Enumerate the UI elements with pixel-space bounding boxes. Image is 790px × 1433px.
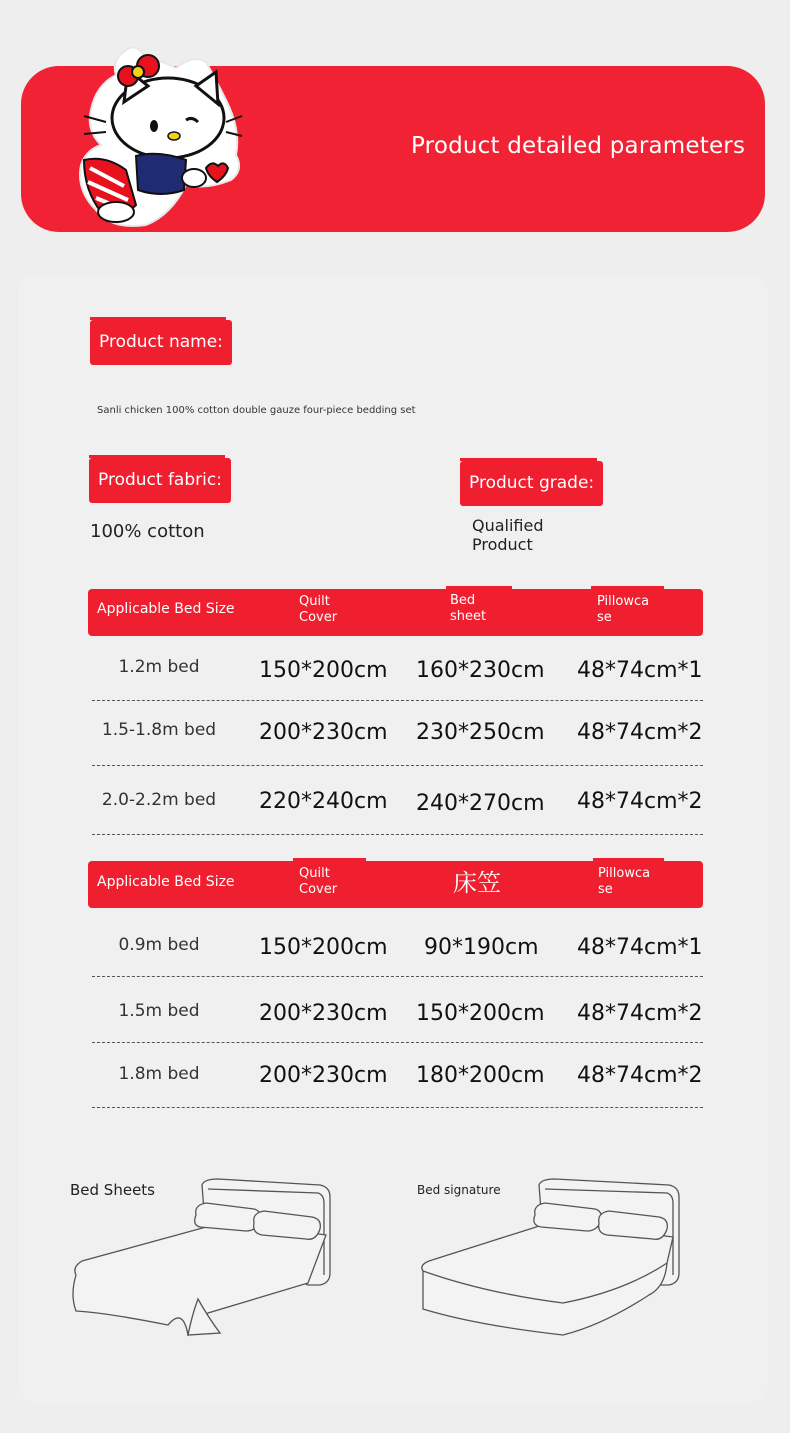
fitted-sheet-cell: 90*190cm — [424, 935, 539, 960]
bed-size-cell: 1.8m bed — [118, 1064, 200, 1084]
header-notch — [446, 586, 512, 589]
pillowcase-cell: 48*74cm*2 — [577, 720, 703, 745]
quilt-cover-cell: 200*230cm — [259, 720, 388, 745]
pillowcase-cell: 48*74cm*2 — [577, 1001, 703, 1026]
bed-size-cell: 2.0-2.2m bed — [101, 790, 217, 810]
fitted-sheet-cell: 180*200cm — [416, 1063, 545, 1088]
bed-size-cell: 1.2m bed — [118, 657, 200, 677]
cartoon-cat-mascot-icon — [66, 40, 246, 230]
bed-sheet-cell: 240*270cm — [416, 791, 545, 816]
bed-sheet-cell: 160*230cm — [416, 658, 545, 683]
col-header-line: Quilt — [299, 594, 330, 609]
flat-bed-sheet-icon — [68, 1175, 338, 1340]
pillowcase-cell: 48*74cm*1 — [577, 658, 703, 683]
row-divider — [92, 1042, 703, 1043]
page-title: Product detailed parameters — [411, 133, 746, 159]
bed-size-cell: 1.5m bed — [118, 1001, 200, 1021]
row-divider — [92, 765, 703, 766]
col-header-fitted-sheet: 床笠 — [453, 869, 501, 897]
header-notch — [591, 586, 664, 589]
col-header-line: Bed — [450, 593, 476, 608]
pillowcase-cell: 48*74cm*2 — [577, 789, 703, 814]
row-divider — [92, 700, 703, 701]
fitted-sheet-cell: 150*200cm — [416, 1001, 545, 1026]
col-header-line: Cover — [299, 610, 338, 625]
row-divider — [92, 834, 703, 835]
col-header-bed-size: Applicable Bed Size — [97, 601, 235, 617]
col-header-pillowcase — [598, 866, 650, 898]
header-notch — [593, 858, 664, 861]
table2-header — [88, 861, 703, 908]
product-grade-label: Product grade: — [460, 461, 603, 506]
quilt-cover-cell: 150*200cm — [259, 935, 388, 960]
col-header-bed-sheet — [450, 593, 486, 625]
quilt-cover-cell: 200*230cm — [259, 1001, 388, 1026]
col-header-line: Pillowca — [597, 594, 650, 609]
header-notch — [293, 858, 366, 861]
product-fabric-label: Product fabric: — [89, 458, 231, 503]
pillowcase-cell: 48*74cm*1 — [577, 935, 703, 960]
product-grade-value — [472, 516, 544, 554]
fitted-bed-sheet-icon — [415, 1175, 685, 1340]
table-row — [92, 1044, 703, 1108]
table-row — [92, 637, 703, 701]
product-name-label: Product name: — [90, 320, 232, 365]
col-header-pillowcase — [597, 594, 649, 626]
col-header-line: se — [597, 610, 612, 625]
row-divider — [92, 1107, 703, 1108]
quilt-cover-cell: 200*230cm — [259, 1063, 388, 1088]
quilt-cover-cell: 220*240cm — [259, 789, 388, 814]
bed-size-cell: 0.9m bed — [118, 935, 200, 955]
fitted-sheet-label: Bed signature — [417, 1183, 501, 1197]
bed-sheet-cell: 230*250cm — [416, 720, 545, 745]
bed-sheets-label: Bed Sheets — [70, 1181, 155, 1199]
table-row — [92, 768, 703, 835]
col-header-bed-size: Applicable Bed Size — [97, 874, 235, 890]
row-divider — [92, 976, 703, 977]
table-row — [92, 979, 703, 1043]
grade-line-1: Qualified — [472, 516, 544, 535]
bed-size-cell: 1.5-1.8m bed — [101, 720, 217, 740]
table1-header — [88, 589, 703, 636]
col-header-quilt-cover — [299, 866, 337, 898]
table-row — [92, 702, 703, 766]
col-header-line: sheet — [450, 609, 487, 624]
col-header-line: Quilt — [299, 866, 330, 881]
pillowcase-cell: 48*74cm*2 — [577, 1063, 703, 1088]
product-name-value: Sanli chicken 100% cotton double gauze four-piece bedding set — [97, 405, 416, 416]
quilt-cover-cell: 150*200cm — [259, 658, 388, 683]
col-header-quilt-cover — [299, 594, 337, 626]
col-header-line: se — [598, 882, 613, 897]
col-header-line: Cover — [299, 882, 338, 897]
product-fabric-value: 100% cotton — [90, 521, 205, 542]
grade-line-2: Product — [472, 535, 533, 554]
col-header-line: Pillowca — [598, 866, 651, 881]
table-row — [92, 913, 703, 977]
